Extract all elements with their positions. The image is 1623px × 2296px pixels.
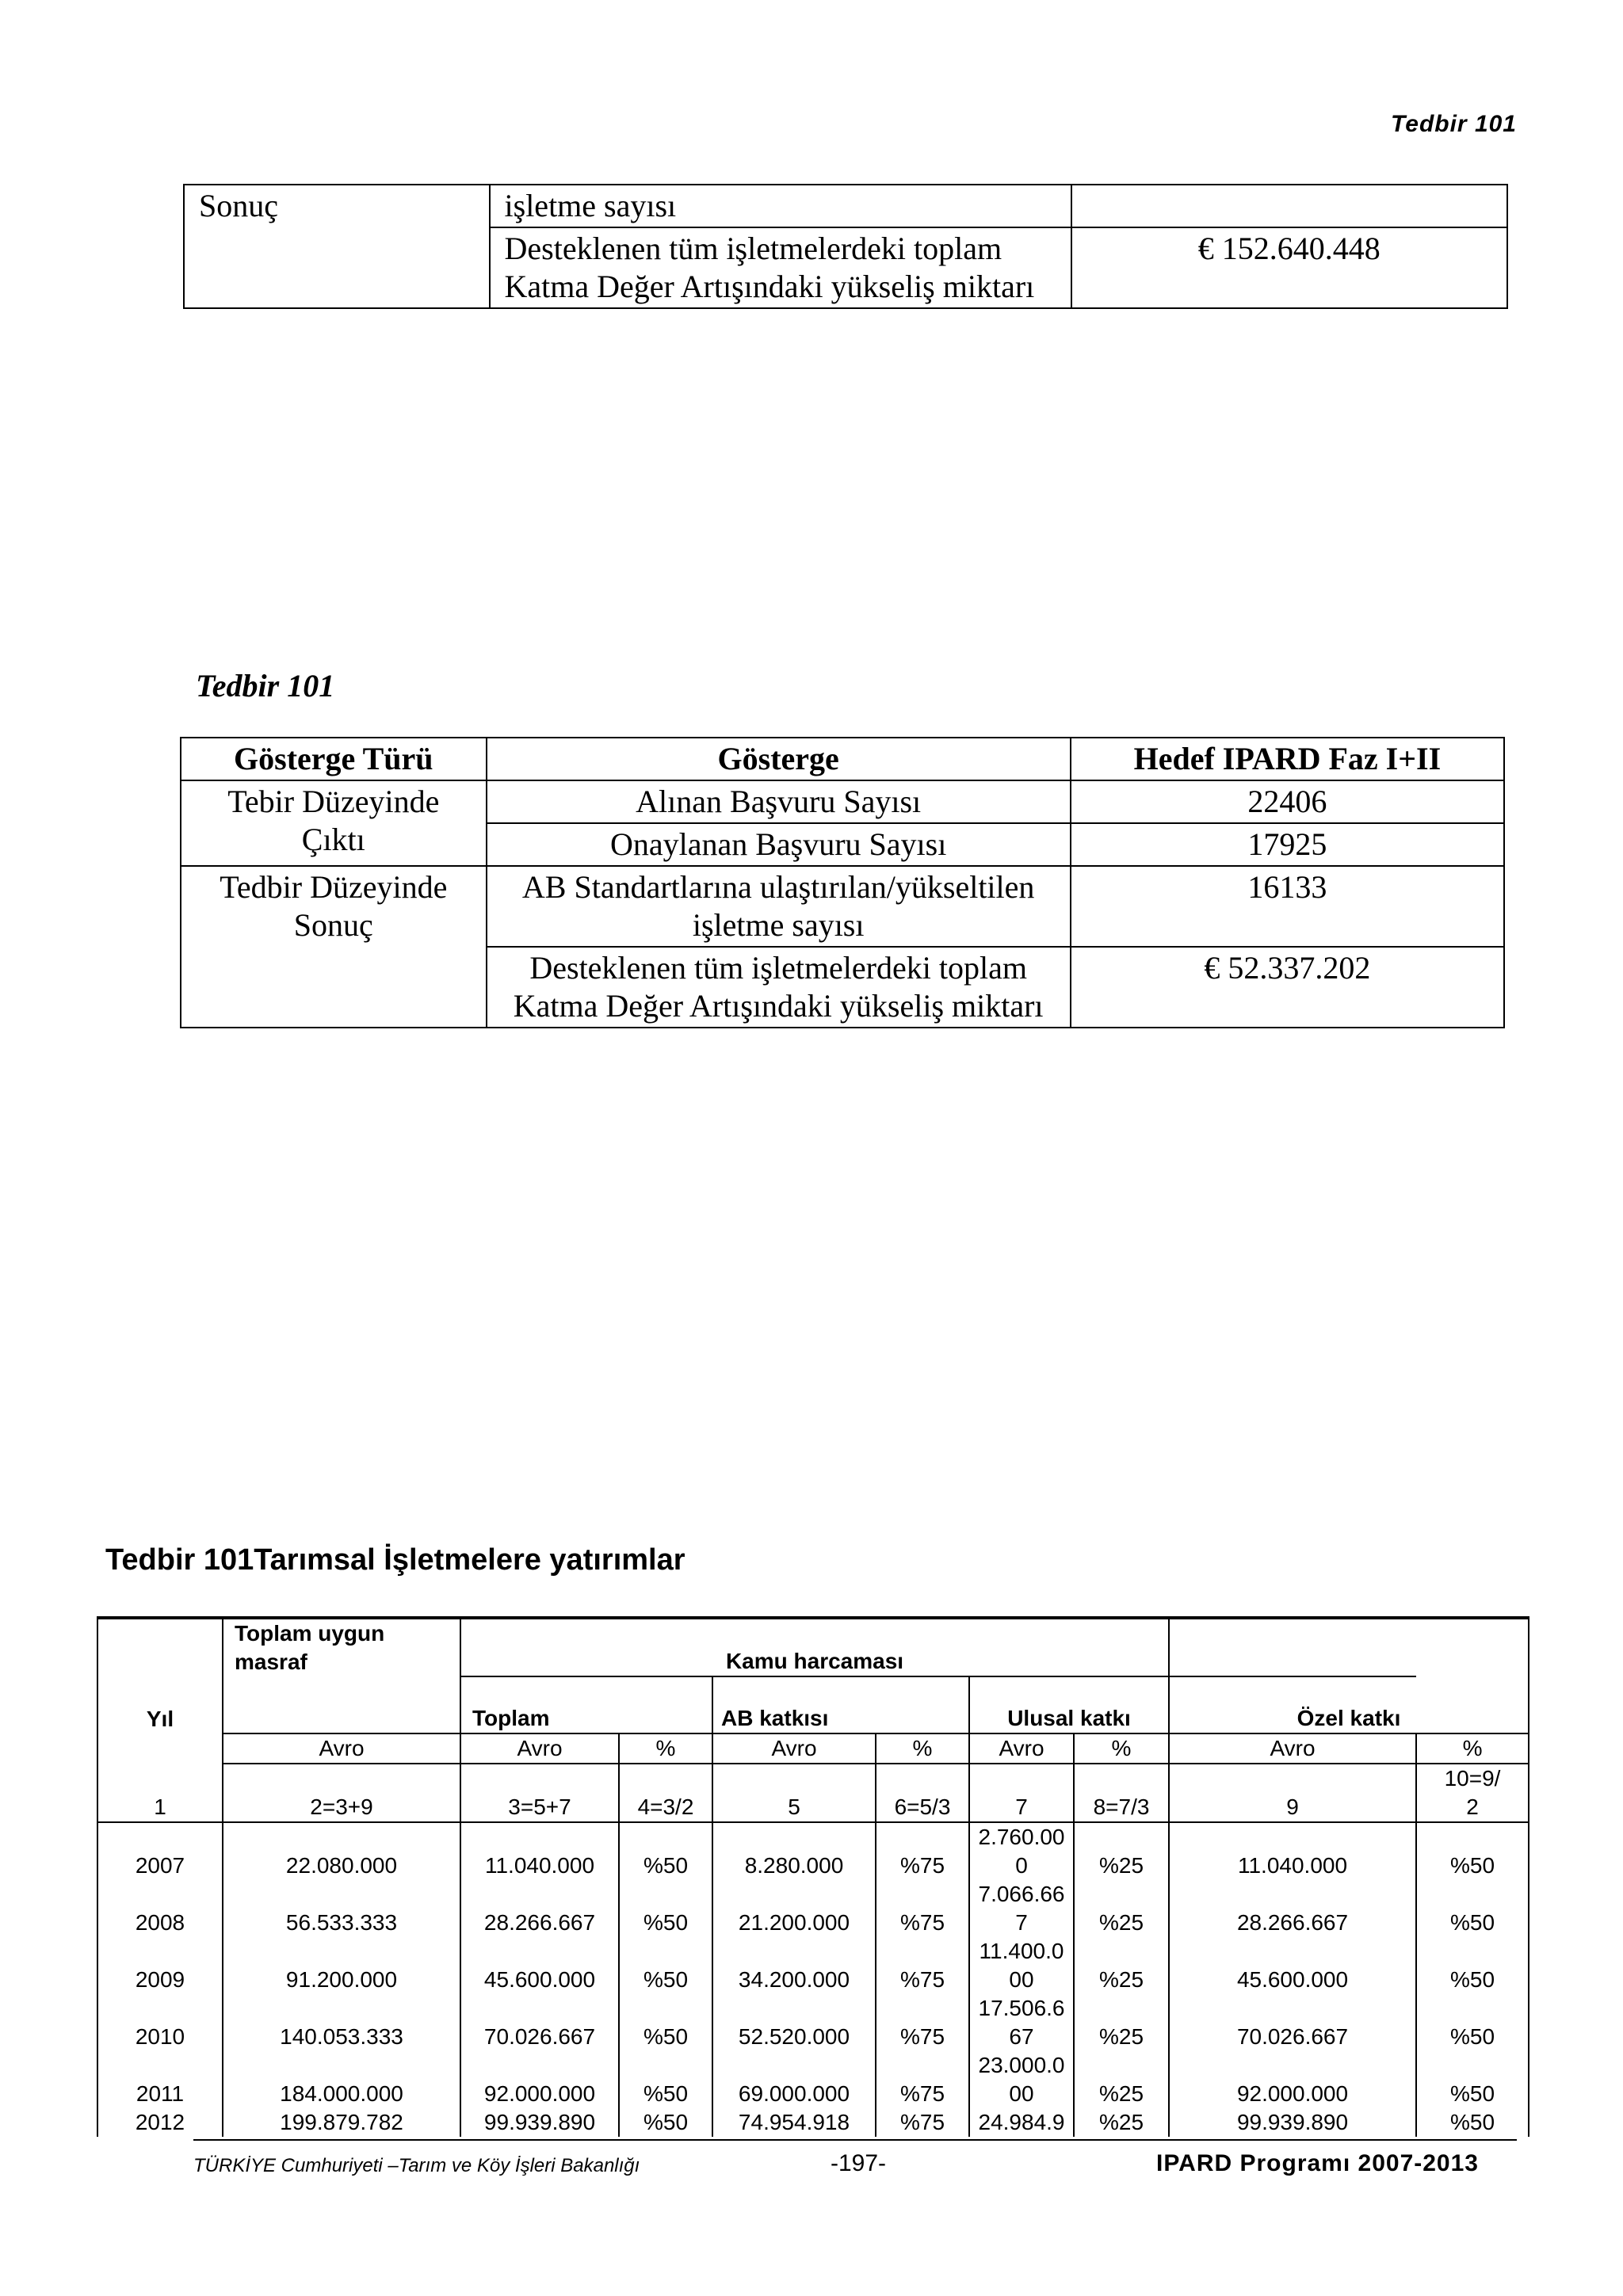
national-pct-cell: %25 — [1074, 1994, 1169, 2051]
unit-cell: % — [619, 1733, 712, 1764]
section-title: Tedbir 101 — [196, 668, 335, 704]
national-amount-cell — [969, 1937, 1074, 1994]
unit-cell: % — [876, 1733, 969, 1764]
eu-pct-cell: %75 — [876, 2051, 969, 2108]
private-contribution-header: Özel katkı — [1169, 1676, 1529, 1733]
total-eligible-cell: 22.080.000 — [223, 1822, 460, 1880]
table-row — [97, 2051, 1529, 2108]
indicator-label-line1: Desteklenen tüm işletmelerdeki toplam — [504, 231, 1002, 266]
table-header-row — [97, 1676, 1529, 1733]
target-cell: 16133 — [1071, 866, 1504, 947]
formula-line2: 2 — [1466, 1794, 1479, 1819]
formula-cell: 9 — [1169, 1764, 1416, 1822]
public-pct-cell: %50 — [619, 2108, 712, 2137]
indicator-type-line2: Çıktı — [301, 822, 365, 857]
public-total-header: Toplam — [460, 1676, 712, 1733]
public-pct-cell: %50 — [619, 2051, 712, 2108]
target-cell — [1071, 185, 1507, 227]
unit-cell: Avro — [223, 1733, 460, 1764]
public-total-cell: 92.000.000 — [460, 2051, 619, 2108]
year-cell: 2011 — [97, 2051, 223, 2108]
unit-cell: Avro — [712, 1733, 876, 1764]
national-amount-line1: 2.760.00 — [978, 1825, 1065, 1849]
footer-ministry: TÜRKİYE Cumhuriyeti –Tarım ve Köy İşleri Bakanlığı — [193, 2155, 640, 2176]
formula-row — [97, 1764, 1529, 1822]
private-amount-cell: 45.600.000 — [1169, 1937, 1416, 1994]
indicator-label-line2: Katma Değer Artışındaki yükseliş miktarı — [513, 988, 1044, 1024]
national-amount-line2: 0 — [1015, 1853, 1028, 1878]
eu-pct-cell: %75 — [876, 1880, 969, 1937]
formula-cell: 2=3+9 — [223, 1764, 460, 1822]
formula-cell: 3=5+7 — [460, 1764, 619, 1822]
indicator-type-cell — [181, 780, 487, 866]
public-total-cell: 70.026.667 — [460, 1994, 619, 2051]
target-value: € 152.640.448 — [1197, 231, 1381, 266]
formula-cell: 6=5/3 — [876, 1764, 969, 1822]
total-eligible-header: Toplam uygun masraf — [223, 1618, 460, 1676]
unit-cell: Avro — [969, 1733, 1074, 1764]
private-pct-cell: %50 — [1416, 1994, 1529, 2051]
public-pct-cell: %50 — [619, 1822, 712, 1880]
public-pct-cell: %50 — [619, 1880, 712, 1937]
private-pct-cell: %50 — [1416, 1880, 1529, 1937]
formula-cell: 7 — [969, 1764, 1074, 1822]
table-row — [97, 2108, 1529, 2137]
formula-line1: 10=9/ — [1444, 1766, 1501, 1791]
indicator-cell — [490, 227, 1071, 308]
unit-cell: % — [1416, 1733, 1529, 1764]
year-cell: 2008 — [97, 1880, 223, 1937]
national-amount-cell — [969, 2108, 1074, 2137]
eu-contribution-header: AB katkısı — [712, 1676, 969, 1733]
formula-cell — [1416, 1764, 1529, 1822]
column-header: Gösterge Türü — [181, 738, 487, 780]
table-header-row — [181, 738, 1504, 780]
formula-cell: 8=7/3 — [1074, 1764, 1169, 1822]
eu-amount-cell: 34.200.000 — [712, 1937, 876, 1994]
indicator-label: işletme sayısı — [504, 188, 677, 223]
eu-amount-cell: 8.280.000 — [712, 1822, 876, 1880]
table-row — [97, 1994, 1529, 2051]
national-amount-line1: 23.000.0 — [978, 2053, 1065, 2077]
public-total-cell: 28.266.667 — [460, 1880, 619, 1937]
national-amount-cell — [969, 1880, 1074, 1937]
indicator-type-cell — [181, 866, 487, 1028]
year-header: Yıl — [97, 1676, 223, 1733]
indicator-label-line2: Katma Değer Artışındaki yükseliş miktarı — [504, 269, 1035, 304]
eu-pct-cell: %75 — [876, 1937, 969, 1994]
table-row — [97, 1822, 1529, 1880]
indicator-cell — [487, 866, 1071, 947]
indicator-cell: Onaylanan Başvuru Sayısı — [487, 823, 1071, 866]
public-pct-cell: %50 — [619, 1994, 712, 2051]
page-number: -197- — [831, 2150, 887, 2176]
national-amount-cell — [969, 2051, 1074, 2108]
private-amount-cell: 11.040.000 — [1169, 1822, 1416, 1880]
national-amount-line2: 00 — [1009, 2081, 1034, 2106]
national-amount-cell — [969, 1994, 1074, 2051]
indicator-type-line1: Tedbir Düzeyinde — [220, 869, 448, 905]
table-row — [97, 1880, 1529, 1937]
footer-program: IPARD Programı 2007-2013 — [1156, 2150, 1479, 2176]
table-row — [181, 780, 1504, 823]
private-amount-cell: 70.026.667 — [1169, 1994, 1416, 2051]
unit-cell: % — [1074, 1733, 1169, 1764]
national-pct-cell: %25 — [1074, 2051, 1169, 2108]
table-row — [184, 185, 1507, 227]
indicator-type-cell — [184, 185, 490, 308]
national-amount-line2: 00 — [1009, 1967, 1034, 1992]
national-contribution-header: Ulusal katkı — [969, 1676, 1169, 1733]
unit-cell: Avro — [1169, 1733, 1416, 1764]
eu-pct-cell: %75 — [876, 1822, 969, 1880]
eu-amount-cell: 21.200.000 — [712, 1880, 876, 1937]
private-amount-cell: 28.266.667 — [1169, 1880, 1416, 1937]
unit-cell: Avro — [460, 1733, 619, 1764]
national-amount-line2: 7 — [1015, 1910, 1028, 1935]
formula-cell: 5 — [712, 1764, 876, 1822]
indicator-table — [180, 737, 1505, 1028]
national-amount-line1: 7.066.66 — [978, 1882, 1065, 1906]
formula-cell: 1 — [97, 1764, 223, 1822]
national-amount-line1: 11.400.0 — [979, 1939, 1064, 1963]
eu-amount-cell: 69.000.000 — [712, 2051, 876, 2108]
table-row — [181, 866, 1504, 947]
national-amount-cell — [969, 1822, 1074, 1880]
units-row — [97, 1733, 1529, 1764]
private-pct-cell: %50 — [1416, 2108, 1529, 2137]
total-eligible-cell: 91.200.000 — [223, 1937, 460, 1994]
financial-plan-table — [97, 1616, 1529, 2137]
total-eligible-cell: 56.533.333 — [223, 1880, 460, 1937]
eu-pct-cell: %75 — [876, 2108, 969, 2137]
private-pct-cell: %50 — [1416, 1822, 1529, 1880]
formula-cell: 4=3/2 — [619, 1764, 712, 1822]
page-header-title: Tedbir 101 — [1391, 111, 1517, 137]
total-eligible-cell: 199.879.782 — [223, 2108, 460, 2137]
year-cell: 2012 — [97, 2108, 223, 2137]
eu-amount-cell: 52.520.000 — [712, 1994, 876, 2051]
indicator-cell: Alınan Başvuru Sayısı — [487, 780, 1071, 823]
public-total-cell: 99.939.890 — [460, 2108, 619, 2137]
indicator-cell — [487, 947, 1071, 1028]
national-pct-cell: %25 — [1074, 1822, 1169, 1880]
private-pct-cell: %50 — [1416, 2051, 1529, 2108]
section-title: Tedbir 101Tarımsal İşletmelere yatırımlar — [105, 1543, 685, 1577]
table-header-row — [97, 1618, 1529, 1676]
public-total-cell: 45.600.000 — [460, 1937, 619, 1994]
target-cell — [1071, 227, 1507, 308]
indicator-label-line1: AB Standartlarına ulaştırılan/yükseltilen — [521, 869, 1035, 905]
target-cell: € 52.337.202 — [1071, 947, 1504, 1028]
public-expenditure-header: Kamu harcaması — [460, 1618, 1169, 1676]
public-total-cell: 11.040.000 — [460, 1822, 619, 1880]
private-amount-cell: 92.000.000 — [1169, 2051, 1416, 2108]
year-cell: 2010 — [97, 1994, 223, 2051]
eu-pct-cell: %75 — [876, 1994, 969, 2051]
table-row — [97, 1937, 1529, 1994]
result-indicator-table-continued — [183, 184, 1508, 309]
indicator-cell — [490, 185, 1071, 227]
indicator-type-line1: Tebir Düzeyinde — [227, 784, 440, 819]
private-pct-cell: %50 — [1416, 1937, 1529, 1994]
total-eligible-cell: 140.053.333 — [223, 1994, 460, 2051]
target-cell: 22406 — [1071, 780, 1504, 823]
national-amount-line2: 67 — [1009, 2024, 1034, 2049]
column-header: Gösterge — [487, 738, 1071, 780]
national-pct-cell: %25 — [1074, 1937, 1169, 1994]
year-cell: 2009 — [97, 1937, 223, 1994]
national-pct-cell: %25 — [1074, 1880, 1169, 1937]
indicator-label-line1: Desteklenen tüm işletmelerdeki toplam — [529, 950, 1027, 986]
indicator-type-label: Sonuç — [199, 188, 278, 223]
private-amount-cell: 99.939.890 — [1169, 2108, 1416, 2137]
total-eligible-cell: 184.000.000 — [223, 2051, 460, 2108]
national-pct-cell: %25 — [1074, 2108, 1169, 2137]
footer-divider — [193, 2139, 1517, 2141]
national-amount-line2: 24.984.9 — [978, 2110, 1065, 2134]
national-amount-line1: 17.506.6 — [978, 1996, 1065, 2020]
indicator-label-line2: işletme sayısı — [692, 907, 865, 943]
target-cell: 17925 — [1071, 823, 1504, 866]
indicator-type-line2: Sonuç — [293, 907, 373, 943]
column-header: Hedef IPARD Faz I+II — [1071, 738, 1504, 780]
public-pct-cell: %50 — [619, 1937, 712, 1994]
year-cell: 2007 — [97, 1822, 223, 1880]
eu-amount-cell: 74.954.918 — [712, 2108, 876, 2137]
